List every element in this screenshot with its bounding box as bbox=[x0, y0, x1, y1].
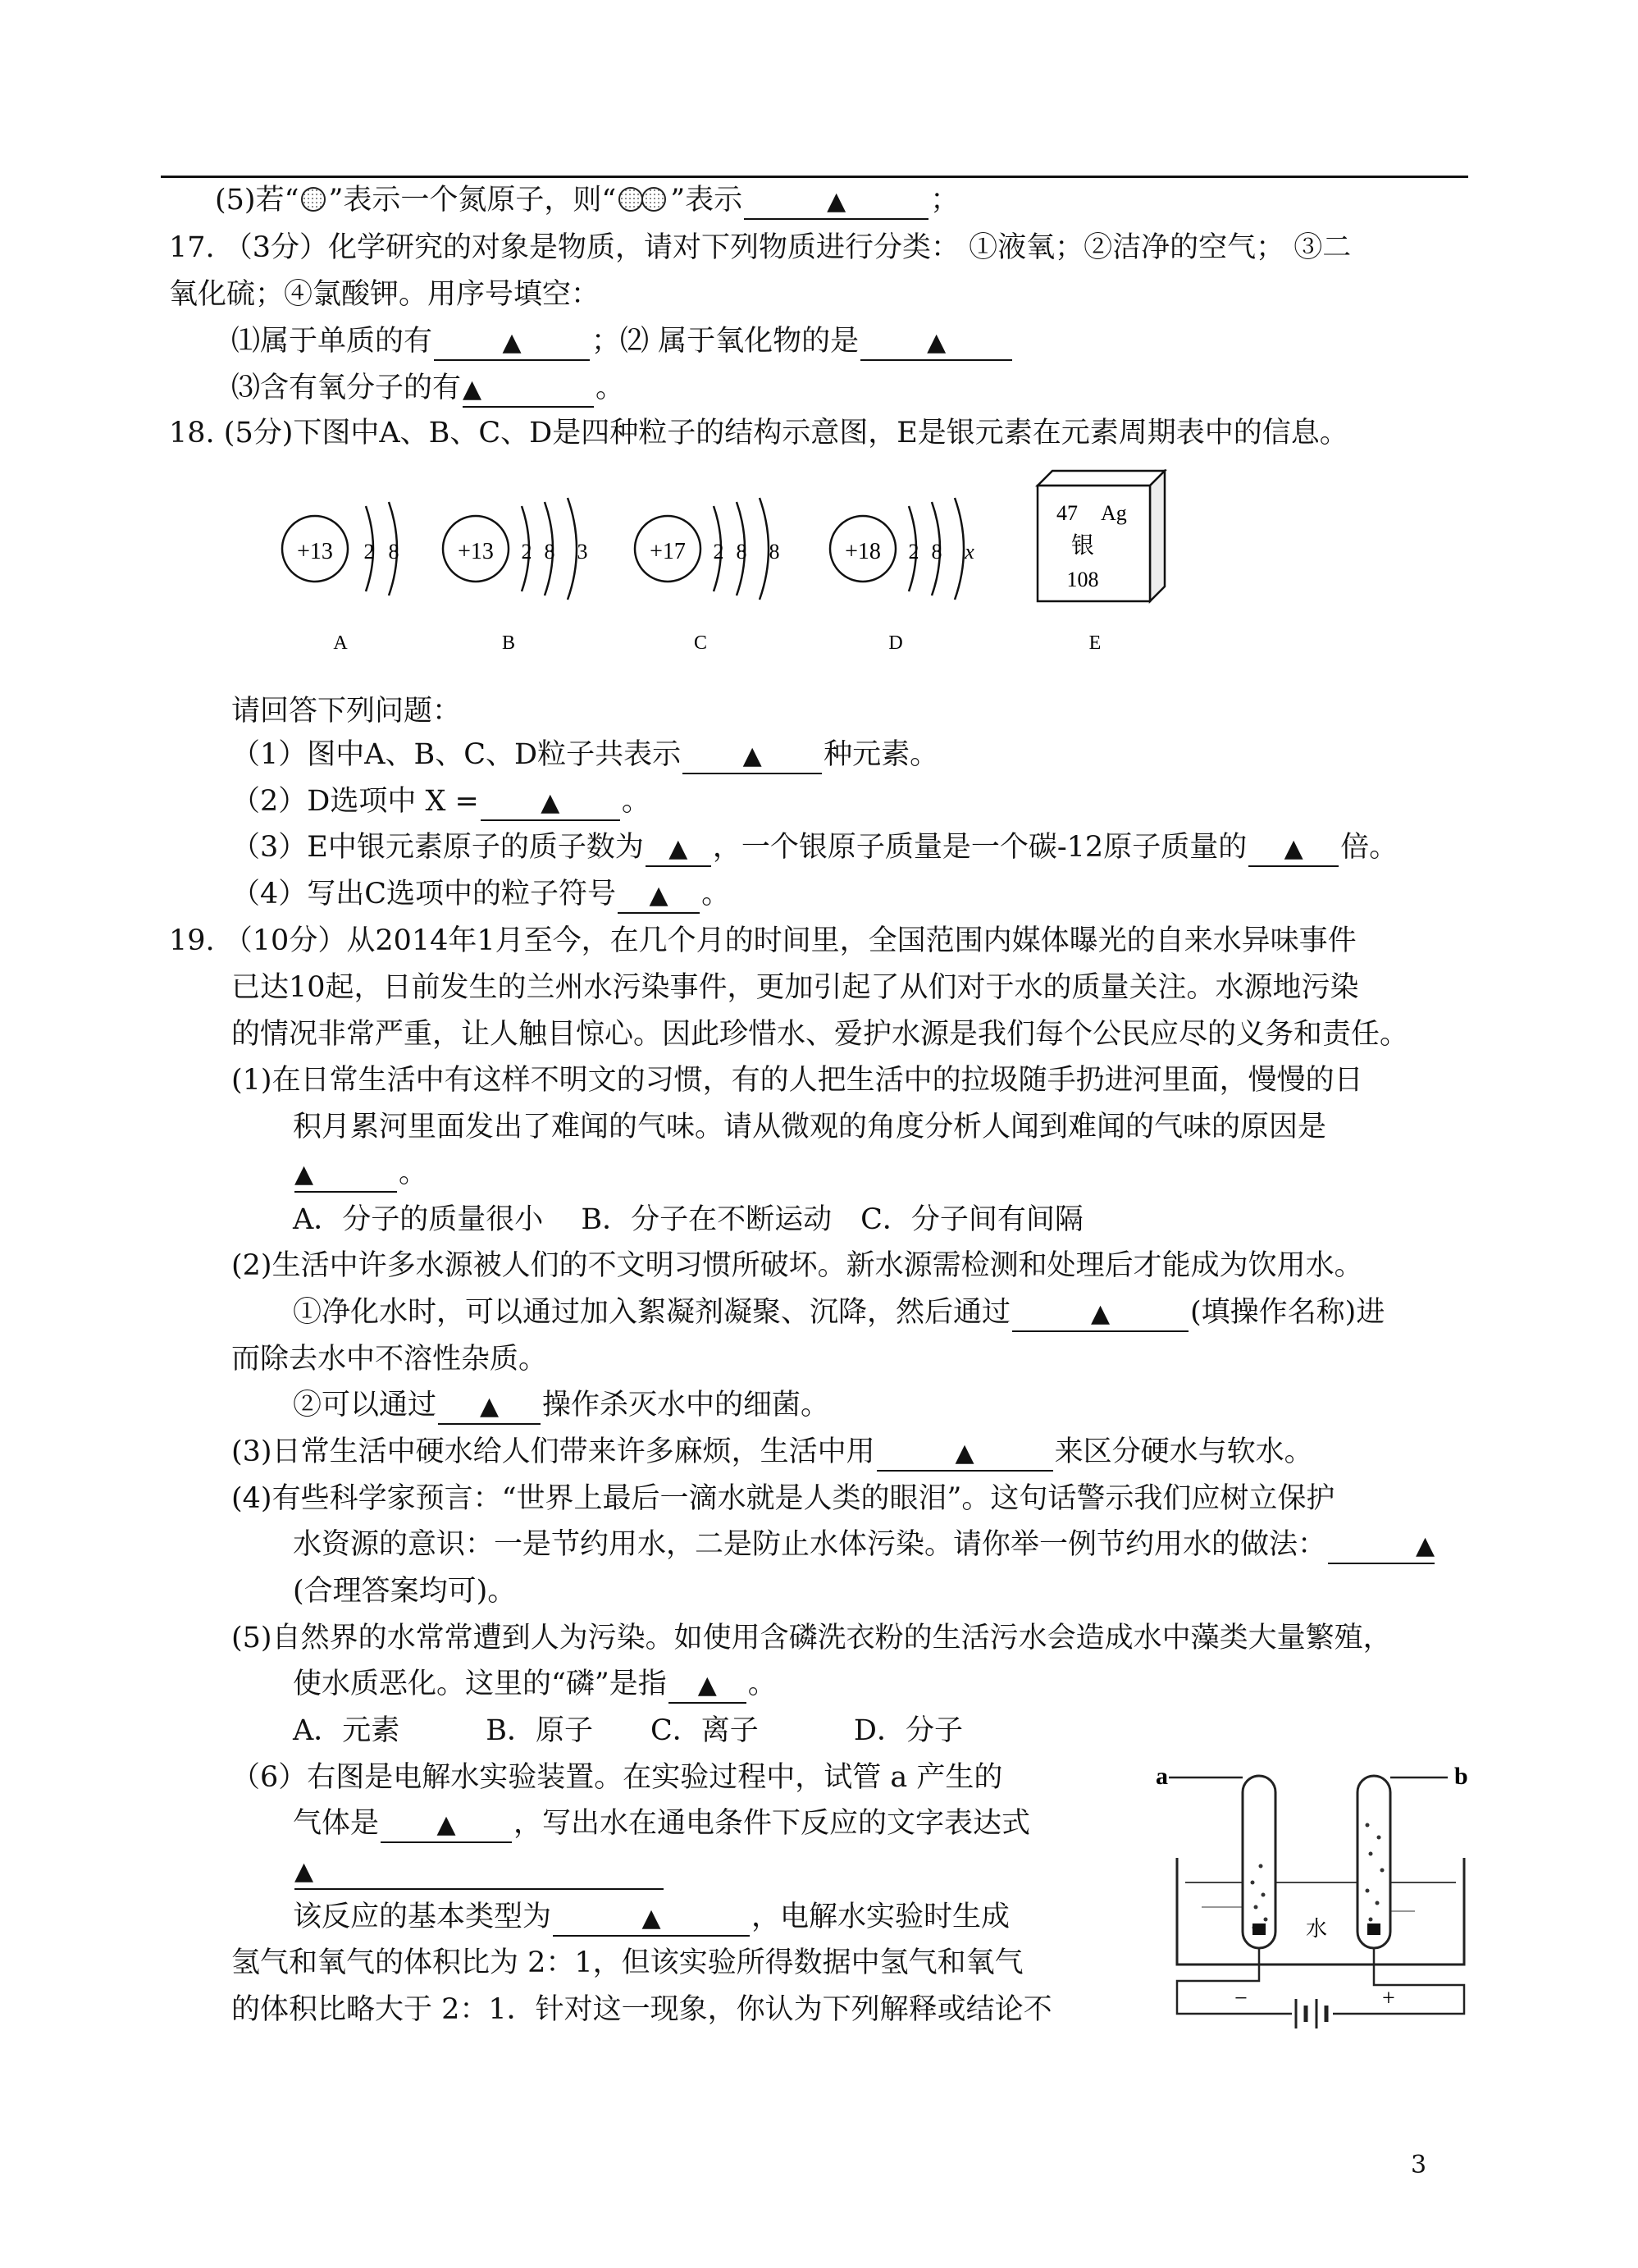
answer-blank[interactable]: ▲ bbox=[434, 325, 590, 361]
answer-blank[interactable]: ▲ bbox=[668, 1668, 746, 1704]
atom-b bbox=[443, 498, 588, 654]
q19-p1-line1: (1)在日常生活中有这样不明文的习惯，有的人把生活中的拉圾随手扔进河里面，慢慢的日 bbox=[231, 1064, 1363, 1097]
answer-blank[interactable]: ▲ bbox=[294, 1854, 664, 1890]
nitrogen-molecule-icon bbox=[616, 185, 670, 214]
answer-blank[interactable]: ▲ bbox=[438, 1389, 541, 1425]
answer-blank[interactable]: ▲ bbox=[618, 878, 700, 914]
nitrogen-atom-icon bbox=[299, 185, 328, 214]
q19-p6-line6: 的体积比略大于 2：1．针对这一现象，你认为下列解释或结论不 bbox=[231, 1993, 1052, 2026]
atom-d-nucleus-label: +18 bbox=[845, 539, 881, 564]
q19-p5-options: A．元素 B．原子 C．离子 D．分子 bbox=[293, 1714, 963, 1747]
electrode-b bbox=[1367, 1923, 1380, 1935]
q19-p6-line5: 氢气和氧气的体积比为 2：1，但该实验所得数据中氢气和氧气 bbox=[231, 1946, 1024, 1979]
answer-blank[interactable]: ▲ bbox=[1328, 1528, 1435, 1564]
atom-d-shell-3-count: x bbox=[965, 540, 974, 564]
atom-structure-figure bbox=[271, 469, 1198, 658]
answer-blank[interactable]: ▲ bbox=[463, 372, 594, 408]
element-symbol: Ag bbox=[1101, 501, 1127, 525]
atom-c-nucleus-label: +17 bbox=[650, 539, 686, 564]
q19-p4-line1: (4)有些科学家预言：“世界上最后一滴水就是人类的眼泪”。这句话警示我们应树立保护 bbox=[231, 1482, 1335, 1515]
atom-a bbox=[282, 502, 399, 654]
answer-blank[interactable]: ▲ bbox=[381, 1807, 512, 1843]
q17-line2: 氧化硫；④氯酸钾。用序号填空： bbox=[169, 278, 600, 311]
tube-a bbox=[1243, 1776, 1275, 1948]
atom-a-letter: A bbox=[333, 632, 348, 654]
atom-d-shell-2-count: 8 bbox=[931, 540, 942, 564]
q19-p6-line3 bbox=[293, 1852, 665, 1890]
q19-p1-line2: 积月累河里面发出了难闻的气味。请从微观的角度分析人闻到难闻的气味的原因是 bbox=[293, 1111, 1327, 1143]
q19-p2-line2: ①净化水时，可以通过加入絮凝剂凝聚、沉降，然后通过 ▲ (填操作名称)进 bbox=[293, 1294, 1385, 1332]
tube-b bbox=[1357, 1776, 1390, 1948]
atom-c-letter: C bbox=[693, 632, 708, 654]
q19-line3: 的情况非常严重，让人触目惊心。因此珍惜水、爱护水源是我们每个公民应尽的义务和责任。 bbox=[231, 1018, 1409, 1051]
element-mass: 108 bbox=[1066, 568, 1099, 591]
q19-p4-line2: 水资源的意识：一是节约用水，二是防止水体污染。请你举一例节约用水的做法： ▲ bbox=[293, 1526, 1436, 1564]
atom-d-letter: D bbox=[888, 632, 903, 654]
header-rule bbox=[161, 176, 1468, 178]
q19-line2: 已达10起，日前发生的兰州水污染事件，更加引起了从们对于水的质量关注。水源地污染 bbox=[231, 971, 1359, 1004]
atom-a-nucleus-label: +13 bbox=[297, 539, 333, 564]
atom-c bbox=[635, 498, 780, 654]
electrolysis-apparatus bbox=[1152, 1759, 1489, 2047]
q17-line3: ⑴属于单质的有 ▲ ；⑵ 属于氧化物的是 ▲ bbox=[231, 323, 1014, 361]
q19-p1-options: A．分子的质量很小 B．分子在不断运动 C．分子间有间隔 bbox=[293, 1203, 1084, 1236]
answer-blank[interactable]: ▲ bbox=[294, 1157, 397, 1193]
q16-part5: (5)若“ ”表示一个氮原子，则“ ”表示 ▲ ； bbox=[215, 182, 959, 220]
water-label: 水 bbox=[1305, 1917, 1328, 1941]
q19-p5-line1: (5)自然界的水常常遭到人为污染。如使用含磷洗衣粉的生活污水会造成水中藻类大量繁殖， bbox=[231, 1622, 1392, 1654]
electrode-a bbox=[1252, 1923, 1266, 1935]
q19-p2-line4: ②可以通过 ▲ 操作杀灭水中的细菌。 bbox=[293, 1387, 829, 1425]
q18-intro: 请回答下列问题： bbox=[231, 695, 462, 728]
atom-c-shell-3 bbox=[760, 498, 769, 600]
wire-right bbox=[1333, 1948, 1464, 2014]
page-number: 3 bbox=[1411, 2151, 1427, 2179]
answer-blank[interactable]: ▲ bbox=[1248, 831, 1339, 867]
atom-b-letter: B bbox=[501, 632, 516, 654]
atom-d bbox=[830, 498, 974, 654]
water-trough bbox=[1177, 1858, 1464, 1965]
element-letter: E bbox=[1088, 632, 1102, 654]
q19-p5-line2: 使水质恶化。这里的“磷”是指 ▲ 。 bbox=[293, 1666, 777, 1704]
answer-blank[interactable]: ▲ bbox=[860, 325, 1012, 361]
q18-sub4: （4）写出C选项中的粒子符号 ▲ 。 bbox=[231, 876, 730, 914]
atom-c-shell-1-count: 2 bbox=[713, 540, 724, 564]
atom-d-shell-1-count: 2 bbox=[908, 540, 919, 564]
atom-b-shell-2-count: 8 bbox=[544, 540, 555, 564]
q19-line1: 19. （10分）从2014年1月至今，在几个月的时间里，全国范围内媒体曝光的自来水异味事件 bbox=[169, 924, 1357, 957]
atom-d-shell-3 bbox=[955, 498, 964, 600]
q18-line1: 18. (5分)下图中A、B、C、D是四种粒子的结构示意图，E是银元素在元素周期表中的信息。 bbox=[169, 417, 1348, 449]
q19-p2-line1: (2)生活中许多水源被人们的不文明习惯所破坏。新水源需检测和处理后才能成为饮用水。 bbox=[231, 1249, 1363, 1282]
q19-p2-line3: 而除去水中不溶性杂质。 bbox=[231, 1343, 548, 1376]
q18-sub3: （3）E中银元素原子的质子数为 ▲ ，一个银原子质量是一个碳-12原子质量的 ▲ 倍。 bbox=[231, 829, 1398, 867]
answer-blank[interactable]: ▲ bbox=[877, 1435, 1053, 1472]
atom-c-shell-2-count: 8 bbox=[736, 540, 747, 564]
q17-line1: 17. （3分）化学研究的对象是物质，请对下列物质进行分类： ①液氧；②洁净的空气； ③二 bbox=[169, 231, 1352, 264]
element-name: 银 bbox=[1070, 533, 1095, 559]
atom-b-shell-3 bbox=[568, 498, 577, 600]
tube-a-label: a bbox=[1156, 1763, 1168, 1790]
atom-c-shell-3-count: 8 bbox=[769, 540, 780, 564]
q19-p1-line3: ▲ 。 bbox=[293, 1155, 427, 1193]
battery-minus: − bbox=[1234, 1986, 1248, 2011]
q19-p4-line3: (合理答案均可)。 bbox=[293, 1575, 517, 1608]
element-number: 47 bbox=[1056, 501, 1078, 525]
answer-blank[interactable]: ▲ bbox=[682, 738, 822, 774]
q17-line4: ⑶含有氧分子的有▲ 。 bbox=[231, 370, 624, 408]
answer-blank[interactable]: ▲ bbox=[553, 1901, 750, 1937]
element-box-e bbox=[1038, 471, 1165, 654]
atom-b-shell-1-count: 2 bbox=[521, 540, 532, 564]
atom-a-shell-2-count: 8 bbox=[388, 540, 399, 564]
q19-p6-line1: （6）右图是电解水实验装置。在实验过程中，试管 a 产生的 bbox=[231, 1761, 1003, 1794]
atom-b-shell-3-count: 3 bbox=[577, 540, 588, 564]
q18-sub1: （1）图中A、B、C、D粒子共表示 ▲ 种元素。 bbox=[231, 737, 938, 774]
q18-sub2: （2）D选项中 X = ▲ 。 bbox=[231, 783, 650, 821]
battery-plus: + bbox=[1382, 1986, 1395, 2011]
atom-a-shell-1-count: 2 bbox=[363, 540, 375, 564]
q19-p6-line2: 气体是 ▲ ，写出水在通电条件下反应的文字表达式 bbox=[293, 1805, 1030, 1843]
q19-p3: (3)日常生活中硬水给人们带来许多麻烦，生活中用 ▲ 来区分硬水与软水。 bbox=[231, 1434, 1313, 1472]
answer-blank[interactable]: ▲ bbox=[1012, 1296, 1189, 1332]
atom-b-nucleus-label: +13 bbox=[458, 539, 494, 564]
tube-b-label: b bbox=[1454, 1763, 1468, 1790]
answer-blank[interactable]: ▲ bbox=[744, 184, 929, 220]
q19-p6-line4: 该反应的基本类型为 ▲ ，电解水实验时生成 bbox=[293, 1899, 1010, 1937]
answer-blank[interactable]: ▲ bbox=[481, 785, 620, 821]
answer-blank[interactable]: ▲ bbox=[646, 831, 711, 867]
